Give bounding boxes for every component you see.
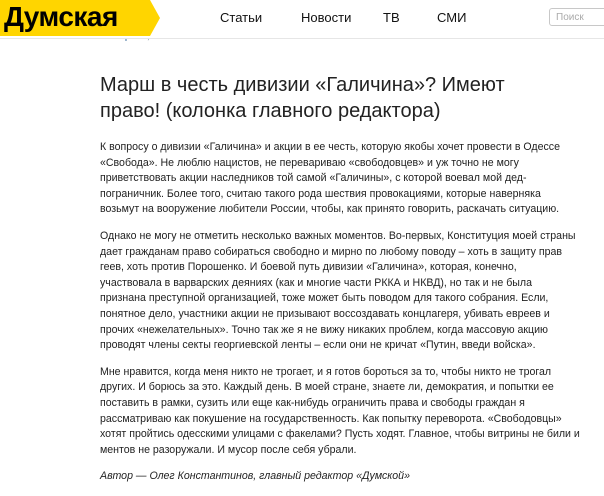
logo-text: Думская — [4, 1, 118, 32]
nav-item-media[interactable]: СМИ — [437, 10, 467, 25]
article-body — [100, 140, 580, 496]
top-navigation-bar — [0, 0, 604, 39]
site-logo[interactable] — [0, 0, 160, 36]
nav-item-news[interactable]: Новости — [301, 10, 352, 25]
article-paragraph-2: Однако не могу не отметить несколько важных моментов. Во-первых, Конституция моей страны дает гражданам право собираться свободно и мирно по любому поводу – хоть в защиту прав геев, хоть против Порошенко. И боевой путь дивизии «Галичина», которая, конечно, участвовала в варварских деяниях (как и многие части РККА и НКВД), но так и не была признана преступной организацией, тоже может быть поводом для такого собрания. Если, понятное дело, участники акции не призывают воссоздавать концлагеря, убивать евреев и прочих «нежелательных». Точно так же я не вижу никаких проблем, когда массовую акцию проводят члены секты георгиевской ленты – если они не кричат «Путин, введи войска». — [100, 229, 576, 352]
article-title: Марш в честь дивизии «Галичина»? Имеют право! (колонка главного редактора) — [100, 74, 505, 122]
article-author: Автор — Олег Константинов, главный редактор «Думской» — [100, 470, 410, 483]
nav-item-articles[interactable]: Статьи — [220, 10, 263, 25]
nav-item-tv[interactable]: ТВ — [383, 10, 400, 25]
search-input[interactable] — [549, 8, 604, 26]
article-paragraph-3: Мне нравится, когда меня никто не трогает, и я готов бороться за то, чтобы никто не трогал других. И борюсь за это. Каждый день. В моей стране, знаете ли, демократия, и попытки ее поставить в рамки, сузить или еще как-нибудь ограничить права и свободы граждан я рассматриваю как покушение на государственность. Как попытку переворота. «Свободовцы» хотят пройтись одесскими улицами с факелами? Пусть ходят. Главное, чтобы витрины не били и ментов не разоружали. И мусор после себя убрали. — [100, 365, 580, 456]
article-paragraph-1: К вопросу о дивизии «Галичина» и акции в ее честь, которую якобы хочет провести в Одессе «Свобода». Не люблю нацистов, не переваривaю «свободовцев» и уж точно не могу приветствовать акции наследников той самой «Галичины», с которой воевал мой дед-пограничник. Более того, считаю такого рода шествия провокациями, которые наверняка возьмут на вооружение любители России, чтобы, как принято говорить, раскачать ситуацию. — [100, 141, 560, 216]
